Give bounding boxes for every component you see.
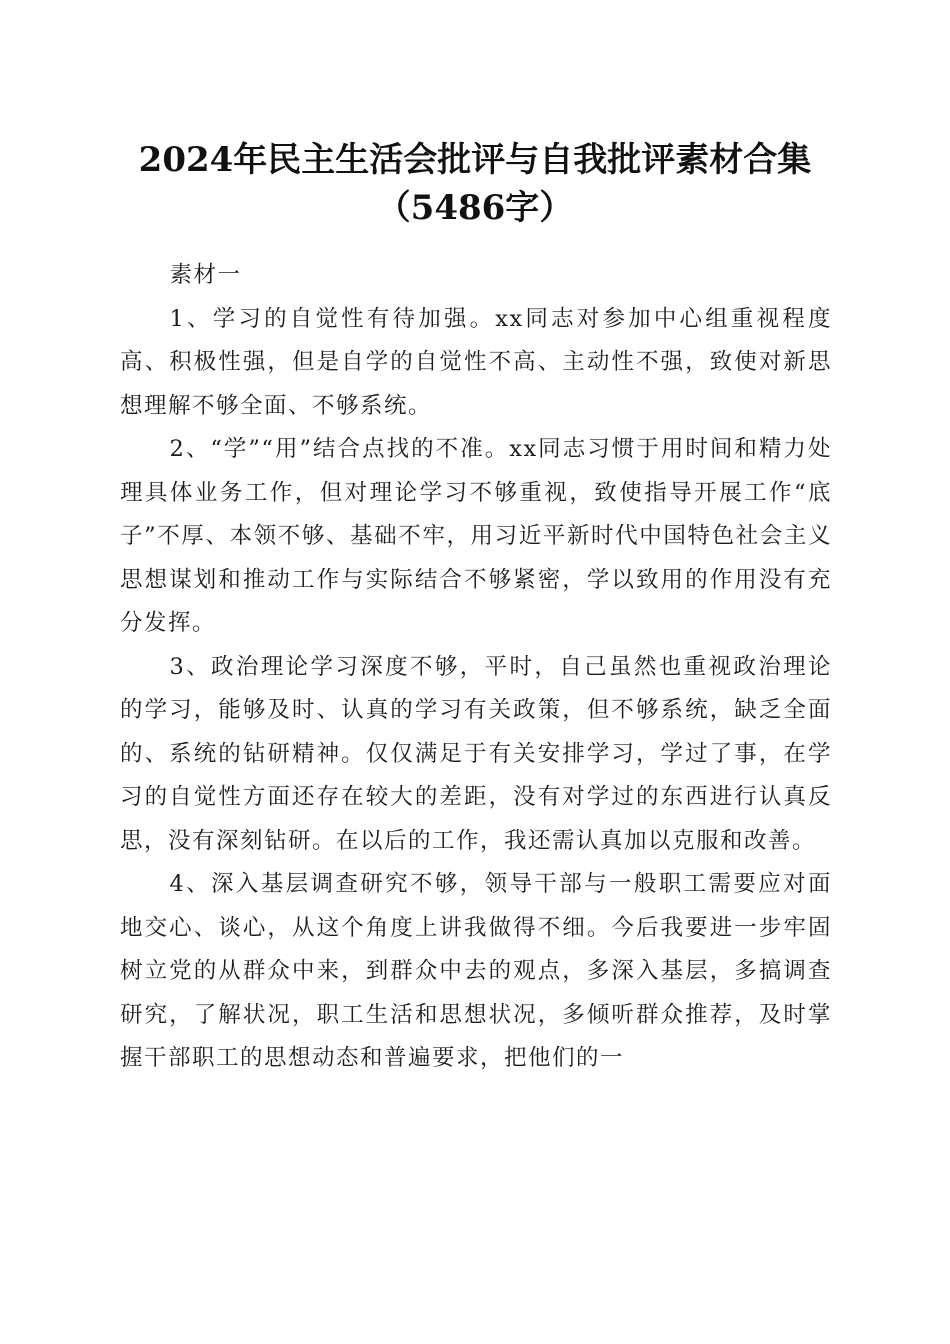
paragraph-item-3: 3、政治理论学习深度不够，平时，自己虽然也重视政治理论的学习，能够及时、认真的学习有关政策，但不够系统，缺乏全面的、系统的钻研精神。仅仅满足于有关安排学习，学过了事，在学习的自觉性方面还存在较大的差距，没有对学过的东西进行认真反思，没有深刻钻研。在以后的工作，我还需认真加以克服和改善。 <box>120 653 832 854</box>
document-title <box>60 136 890 232</box>
title-line-main: 2024年民主生活会批评与自我批评素材合集 <box>138 140 812 180</box>
paragraph-item-4: 4、深入基层调查研究不够，领导干部与一般职工需要应对面地交心、谈心，从这个角度上讲我做得不细。今后我要进一步牢固树立党的从群众中来，到群众中去的观点，多深入基层，多搞调查研究，了解状况，职工生活和思想状况，多倾听群众推荐，及时掌握干部职工的思想动态和普遍要求，把他们的一 <box>120 871 832 1071</box>
paragraph-item-1: 1、学习的自觉性有待加强。xx同志对参加中心组重视程度高、积极性强，但是自学的自觉性不高、主动性不强，致使对新思想理解不够全面、不够系统。 <box>120 305 832 419</box>
paragraph-item-2: 2、“学”“用”结合点找的不准。xx同志习惯于用时间和精力处理具体业务工作，但对理论学习不够重视，致使指导开展工作“底子”不厚、本领不够、基础不牢，用习近平新时代中国特色社会主义思想谋划和推动工作与实际结合不够紧密，学以致用的作用没有充分发挥。 <box>120 436 832 636</box>
title-line-wordcount: （5486字） <box>376 188 574 228</box>
document-body <box>120 254 832 1081</box>
section-heading: 素材一 <box>169 262 242 288</box>
